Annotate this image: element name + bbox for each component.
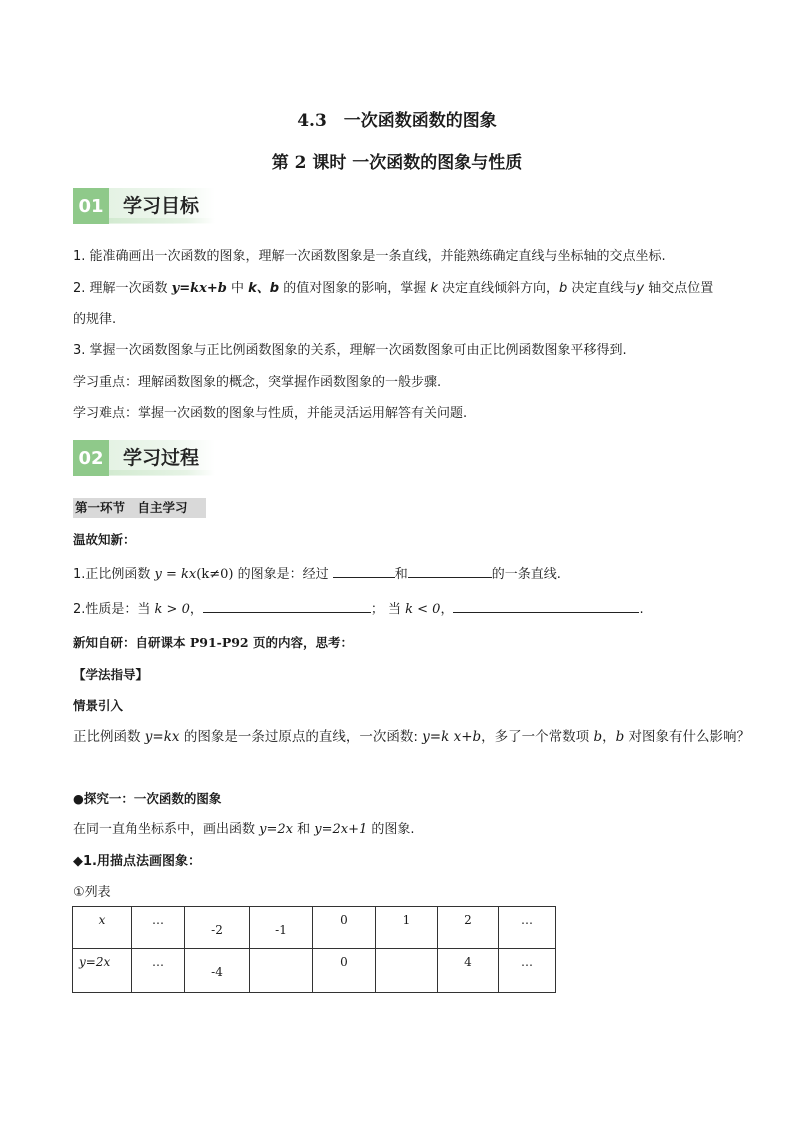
explore-1-formula: y=2x [259,822,293,837]
list-table-label: ①列表 [73,885,111,900]
table-cell: … [499,949,556,993]
section-header-goals [73,188,215,224]
question-2-text: . [639,602,644,617]
question-2-text: ； 当 [370,602,406,617]
explore-1-text-part: 的图象. [367,822,415,837]
table-row [73,907,556,949]
answer-blank[interactable] [453,600,639,613]
table-cell[interactable] [376,949,438,993]
explore-1-text-part: 在同一直角坐标系中，画出函数 [73,822,260,837]
scenario-heading: 情景引入 [73,698,124,713]
goal-2-text: 2. 理解一次函数 [73,281,172,296]
question-2-text: 2.性质是：当 [73,602,155,617]
scenario-variable: b [615,729,625,745]
table-cell: 2 [438,907,499,949]
explore-1-text [73,821,415,839]
goal-3: 3. 掌握一次函数图象与正比例函数图象的关系，理解一次函数图象可由正比例函数图象平移得到. [73,343,627,358]
table-cell: -2 [185,907,250,949]
question-2-condition: k > 0 [154,602,190,617]
question-1-formula: y = kx [154,567,197,582]
explore-1-heading: ●探究一：一次函数的图象 [73,791,222,806]
section-label: 学习过程 [123,447,200,469]
table-cell: 0 [313,949,376,993]
difficult-point: 学习难点：掌握一次函数的图象与性质，并能灵活运用解答有关问题. [73,406,468,421]
scenario-formula: y=kx [144,729,180,745]
goal-2-text: 决定直线倾斜方向， [437,281,560,296]
table-cell-text: x [98,913,106,927]
scenario-formula: y=k x+b [422,729,482,745]
question-1-text: 和 [394,567,408,582]
goal-2-text: 决定直线与 [567,281,637,296]
table-cell: -4 [185,949,250,993]
question-2-condition: k < 0 [405,602,441,617]
scenario-text-part: 正比例函数 [73,729,145,745]
table-cell: 1 [376,907,438,949]
table-cell [73,907,132,949]
goal-2-variable-b: b [559,281,568,296]
new-study-prompt: 新知自研：自研课本 P91-P92 页的内容，思考： [73,635,353,650]
section-number-badge: 02 [73,440,109,476]
method-step-1: ◆1.用描点法画图象： [73,854,201,869]
section-number-badge: 01 [73,188,109,224]
scenario-variable: b [593,729,603,745]
table-cell: 4 [438,949,499,993]
goal-2-variables: k、b [248,281,280,296]
goal-2-variable-k: k [430,281,438,296]
scenario-text [73,728,750,746]
goal-2-formula: y=kx+b [171,281,227,296]
question-2 [73,600,644,619]
scenario-text-part: 的图象是一条过原点的直线，一次函数: [179,729,423,745]
section-header-process [73,440,215,476]
question-1-text: 的图象是：经过 [233,567,333,582]
table-cell: … [132,949,185,993]
question-2-text: ， [189,602,203,617]
goal-1: 1. 能准确画出一次函数的图象，理解一次函数图象是一条直线，并能熟练确定直线与坐标轴的交点坐标. [73,249,666,264]
goal-2-continued: 的规律. [73,312,117,327]
goal-2-text: 的值对图象的影响，掌握 [279,281,431,296]
explore-1-text-part: 和 [292,822,315,837]
table-cell: -1 [250,907,313,949]
review-label: 温故知新： [73,532,136,547]
table-cell: 0 [313,907,376,949]
table-cell: … [499,907,556,949]
answer-blank[interactable] [333,565,395,578]
stage-label: 第一环节 自主学习 [73,498,206,518]
main-title: 4.3 一次函数函数的图象 [297,111,497,131]
question-2-text: ， [440,602,454,617]
goal-2 [73,280,713,298]
table-cell[interactable] [250,949,313,993]
explore-1-formula: y=2x+1 [314,822,368,837]
section-label: 学习目标 [123,195,200,217]
answer-blank[interactable] [203,600,371,613]
key-point: 学习重点：理解函数图象的概念，突掌握作函数图象的一般步骤. [73,375,442,390]
goal-2-text: 轴交点位置 [644,281,714,296]
goal-2-variable-y: y [636,281,645,296]
answer-blank[interactable] [408,565,492,578]
value-table [72,906,556,993]
method-guide-heading: 【学法指导】 [73,667,149,682]
question-1-text: 1.正比例函数 [73,567,155,582]
table-cell [73,949,132,993]
scenario-text-part: 对图象有什么影响？ [624,729,751,745]
table-cell-text: y=2x [79,955,111,969]
scenario-text-part: ，多了一个常数项 [481,729,594,745]
question-1-condition: (k≠0) [196,567,234,582]
question-1-text: 的一条直线. [491,567,561,582]
goal-2-text: 中 [226,281,249,296]
scenario-text-part: ， [602,729,616,745]
table-cell: … [132,907,185,949]
table-row [73,949,556,993]
question-1 [73,565,561,584]
lesson-subtitle: 第 2 课时 一次函数的图象与性质 [271,153,523,173]
